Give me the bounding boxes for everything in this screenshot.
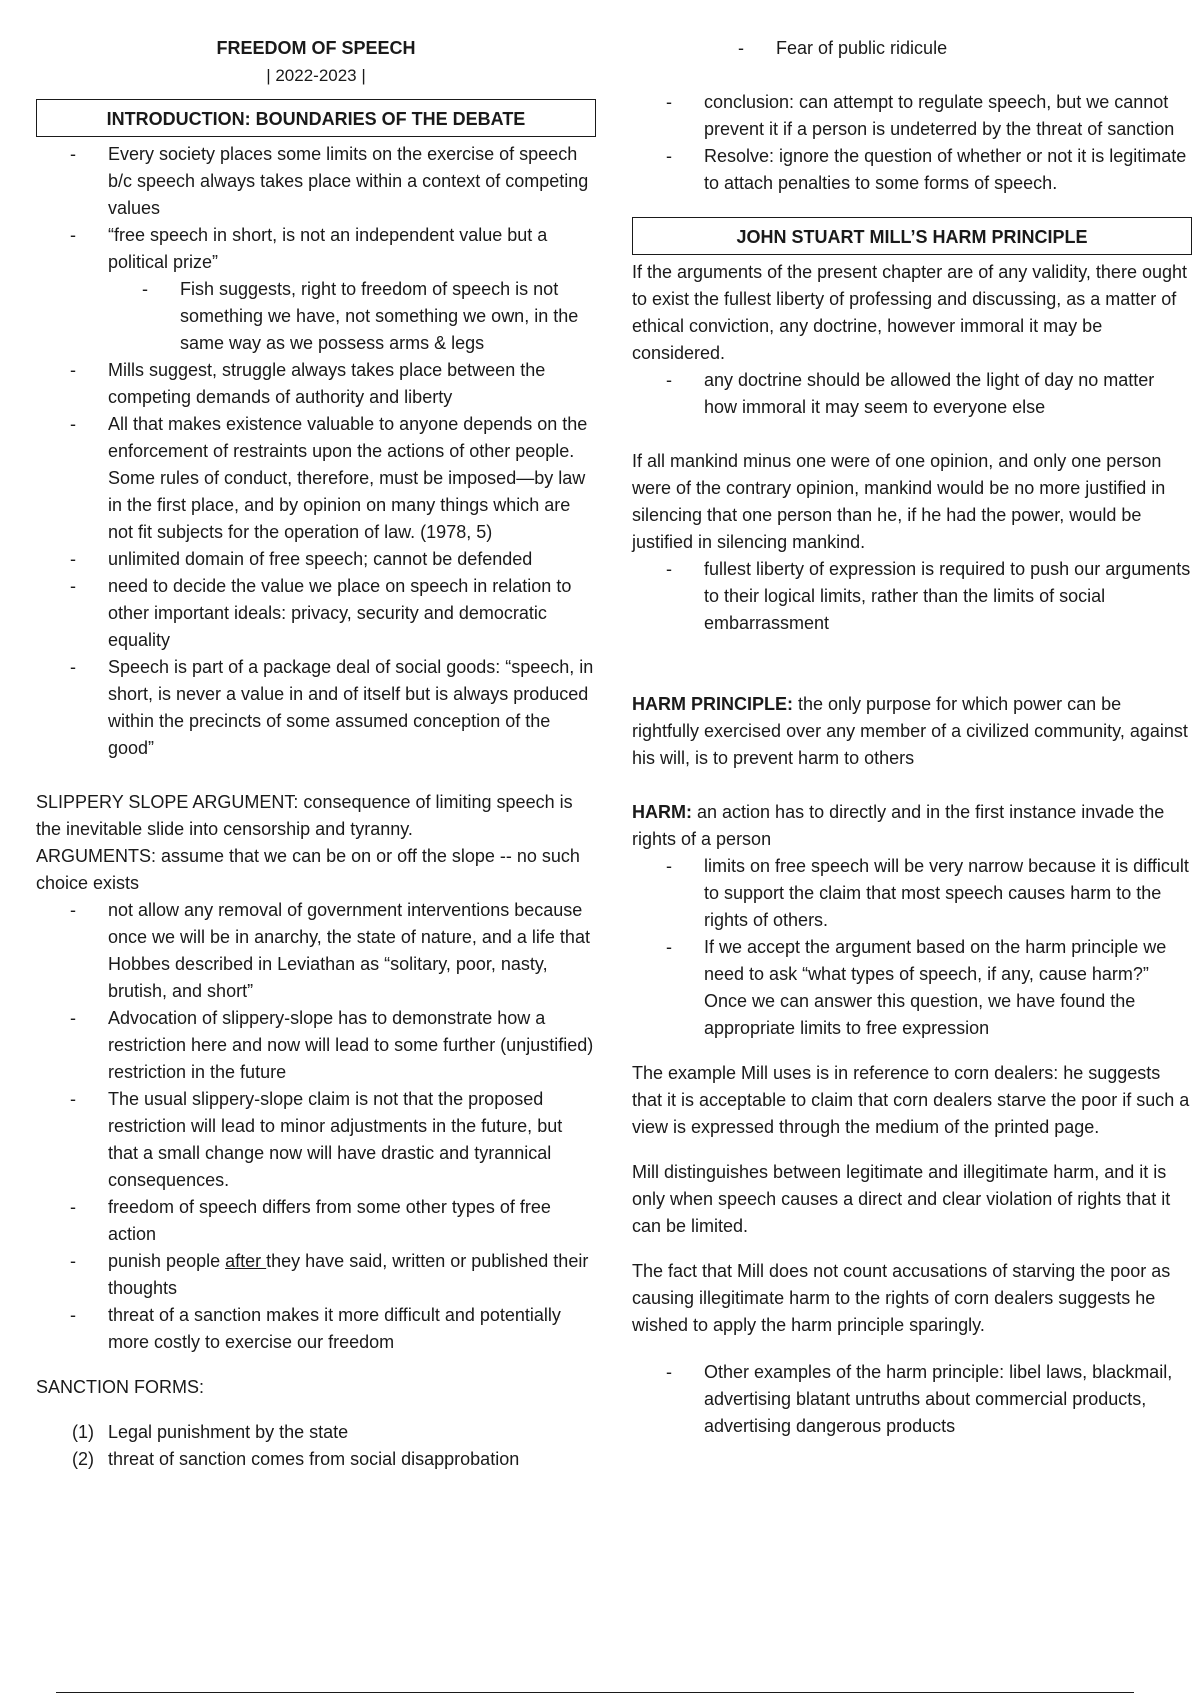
document-year: | 2022-2023 | [266, 66, 366, 85]
bullet-dash: - [70, 414, 76, 434]
list-item: - punish people after they have said, written or published their thoughts [36, 1248, 596, 1302]
harm-paragraph: HARM: an action has to directly and in the first instance invade the rights of a person [632, 802, 1165, 849]
bullet-dash: - [142, 279, 148, 299]
bullet-dash: - [70, 1251, 76, 1271]
bullet-dash: - [70, 900, 76, 920]
list-subitem: - Fear of public ridicule [632, 35, 1192, 62]
left-column [36, 0, 596, 1473]
list-item: - fullest liberty of expression is required to push our arguments to their logical limits, rather than the limits of social embarrassment [632, 556, 1192, 637]
bullet-dash: - [70, 1089, 76, 1109]
numbered-item: (1) Legal punishment by the state [72, 1422, 349, 1442]
list-item: - not allow any removal of government interventions because once we will be in anarchy, the state of nature, and a life that Hobbes described in Leviathan as “solitary, poor, nasty, brutish, and short” [36, 897, 596, 1005]
bullet-dash: - [666, 92, 672, 112]
sanction-heading: SANCTION FORMS: [36, 1377, 205, 1397]
bullet-dash: - [70, 657, 76, 677]
bullet-dash: - [666, 937, 672, 957]
bullet-dash: - [666, 856, 672, 876]
right-column [632, 0, 1192, 1440]
list-item: - conclusion: can attempt to regulate speech, but we cannot prevent it if a person is undeterred by the threat of sanction [632, 89, 1192, 143]
harm-list [632, 853, 1192, 1042]
list-item: - any doctrine should be allowed the light of day no matter how immoral it may seem to everyone else [632, 367, 1192, 421]
mill-paragraph-2: If all mankind minus one were of one opinion, and only one person were of the contrary opinion, mankind would be no more justified in silencing that one person than he, if he had the power, would be justified in silencing mankind. [632, 451, 1166, 552]
bullet-dash: - [70, 144, 76, 164]
list-item: - Mills suggest, struggle always takes place between the competing demands of authority and liberty [36, 357, 596, 411]
distinguish-paragraph: Mill distinguishes between legitimate and illegitimate harm, and it is only when speech causes a direct and clear violation of rights that it can be limited. [632, 1162, 1171, 1236]
list-item: - unlimited domain of free speech; cannot be defended [36, 546, 596, 573]
list-subitem: - Fish suggests, right to freedom of speech is not something we have, not something we own, in the same way as we possess arms & legs [36, 276, 596, 357]
sparingly-paragraph: The fact that Mill does not count accusations of starving the poor as causing illegitimate harm to the rights of corn dealers suggests he wished to apply the harm principle sparingly. [632, 1261, 1171, 1335]
list-item: - freedom of speech differs from some other types of free action [36, 1194, 596, 1248]
bullet-dash: - [70, 1008, 76, 1028]
list-item: - If we accept the argument based on the harm principle we need to ask “what types of speech, if any, cause harm?” Once we can answer this question, we have found the appropriate limits to free expression [632, 934, 1192, 1042]
sanction-list [36, 1419, 596, 1473]
bullet-dash: - [70, 1305, 76, 1325]
list-item: - Advocation of slippery-slope has to demonstrate how a restriction here and now will lead to some further (unjustified) restriction in the future [36, 1005, 596, 1086]
list-item: - “free speech in short, is not an independent value but a political prize” [36, 222, 596, 276]
list-item: - The usual slippery-slope claim is not that the proposed restriction will lead to minor adjustments in the future, but that a small change now will have drastic and tyrannical consequences. [36, 1086, 596, 1194]
bullet-dash: - [70, 549, 76, 569]
bullet-dash: - [666, 146, 672, 166]
corn-dealers-paragraph: The example Mill uses is in reference to corn dealers: he suggests that it is acceptable to claim that corn dealers starve the poor if such a view is expressed through the medium of the printed page. [632, 1063, 1190, 1137]
bullet-dash: - [666, 1362, 672, 1382]
bullet-dash: - [738, 38, 744, 58]
list-item: - threat of a sanction makes it more difficult and potentially more costly to exercise our freedom [36, 1302, 596, 1356]
bullet-dash: - [70, 576, 76, 596]
list-item: - need to decide the value we place on speech in relation to other important ideals: privacy, security and democratic equality [36, 573, 596, 654]
mill-paragraph-1: If the arguments of the present chapter are of any validity, there ought to exist the fullest liberty of professing and discussing, as a matter of ethical conviction, any doctrine, however immoral it may be considered. [632, 262, 1187, 363]
intro-heading: INTRODUCTION: BOUNDARIES OF THE DEBATE [36, 99, 596, 137]
bullet-dash: - [666, 559, 672, 579]
harm-principle-paragraph: HARM PRINCIPLE: the only purpose for which power can be rightfully exercised over any member of a civilized community, against his will, is to prevent harm to others [632, 694, 1188, 768]
list-item: - Other examples of the harm principle: libel laws, blackmail, advertising blatant untruths about commercial products, advertising dangerous products [632, 1359, 1192, 1440]
bullet-dash: - [70, 1197, 76, 1217]
underlined-word: after [225, 1251, 267, 1271]
arguments-list [36, 897, 596, 1356]
slippery-slope-paragraph: SLIPPERY SLOPE ARGUMENT: consequence of limiting speech is the inevitable slide into censorship and tyranny. [36, 792, 573, 839]
list-item: - Every society places some limits on the exercise of speech b/c speech always takes place within a context of competing values [36, 141, 596, 222]
harm-label: HARM: [632, 802, 692, 822]
bullet-dash: - [666, 370, 672, 390]
list-item: - Speech is part of a package deal of social goods: “speech, in short, is never a value in and of itself but is always produced within the precincts of some assumed conception of the good” [36, 654, 596, 762]
intro-list [36, 141, 596, 762]
bullet-dash: - [70, 225, 76, 245]
harm-principle-label: HARM PRINCIPLE: [632, 694, 793, 714]
list-item: - All that makes existence valuable to anyone depends on the enforcement of restraints upon the actions of other people. Some rules of conduct, therefore, must be imposed—by law in the first place, and by opinion on many things which are not fit subjects for the operation of law. (1978, 5) [36, 411, 596, 546]
footer-rule [56, 1692, 1134, 1693]
document-title: FREEDOM OF SPEECH [216, 38, 416, 58]
conclusion-list [632, 89, 1192, 197]
numbered-item: (2) threat of sanction comes from social disapprobation [72, 1449, 520, 1469]
mill-heading: JOHN STUART MILL’S HARM PRINCIPLE [632, 217, 1192, 255]
list-item: - Resolve: ignore the question of whether or not it is legitimate to attach penalties to some forms of speech. [632, 143, 1192, 197]
bullet-dash: - [70, 360, 76, 380]
list-item: - limits on free speech will be very narrow because it is difficult to support the claim that most speech causes harm to the rights of others. [632, 853, 1192, 934]
arguments-paragraph: ARGUMENTS: assume that we can be on or off the slope -- no such choice exists [36, 846, 580, 893]
